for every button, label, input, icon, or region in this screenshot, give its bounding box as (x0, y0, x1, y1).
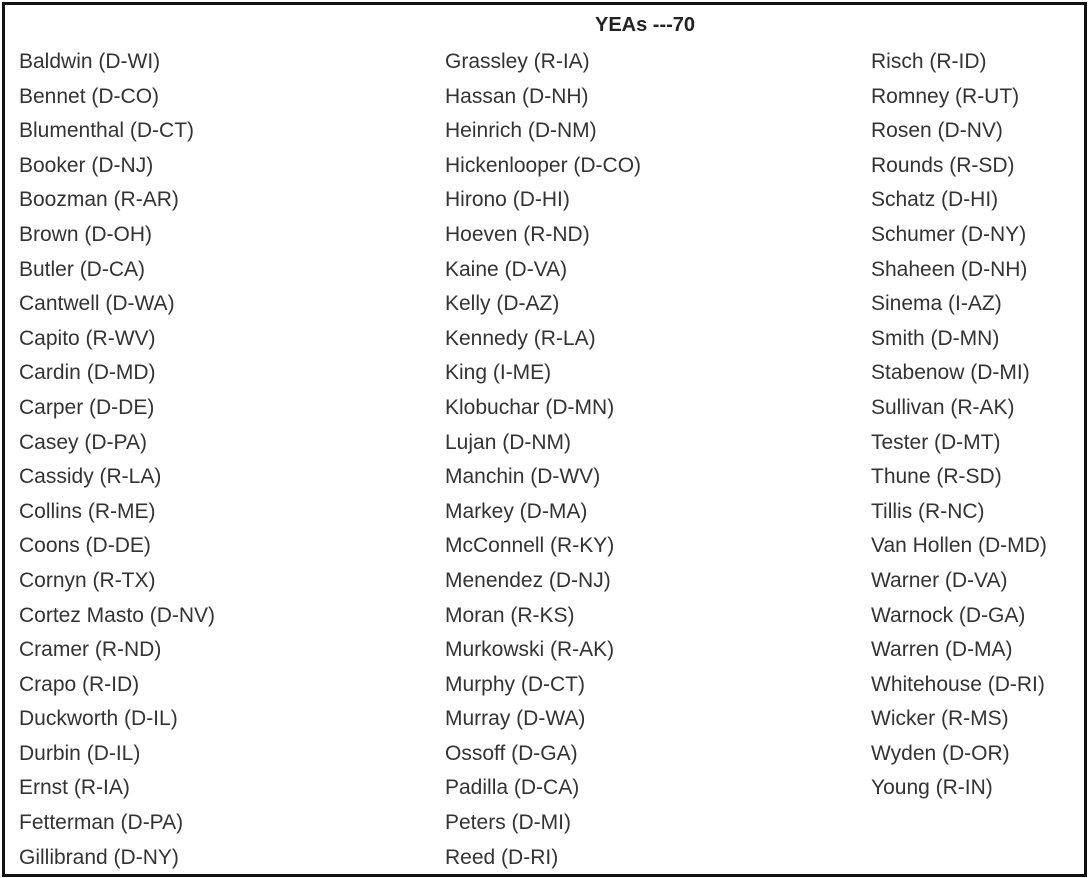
senator-name: Sinema (I-AZ) (871, 292, 1002, 316)
senator-name: Peters (D-MI) (445, 811, 571, 835)
senator-column-1 (19, 45, 215, 875)
senator-name: Bennet (D-CO) (19, 84, 160, 108)
senator-name: Duckworth (D-IL) (19, 707, 178, 731)
senator-name: Schumer (D-NY) (871, 222, 1027, 246)
senator-name: Hoeven (R-ND) (445, 222, 590, 246)
senator-name: King (I-ME) (445, 361, 552, 385)
senator-name: Cardin (D-MD) (19, 361, 156, 385)
senator-name: Cramer (R-ND) (19, 638, 162, 662)
senator-name: Kaine (D-VA) (445, 257, 568, 281)
senator-name: Capito (R-WV) (19, 326, 156, 350)
senator-name: Hassan (D-NH) (445, 84, 589, 108)
senator-name: Gillibrand (D-NY) (19, 845, 179, 869)
vote-title: YEAs ---70 (595, 14, 696, 36)
senator-name: Wyden (D-OR) (871, 741, 1010, 765)
senator-name: Klobuchar (D-MN) (445, 395, 615, 419)
senator-name: Murkowski (R-AK) (445, 638, 615, 662)
senator-name: Kelly (D-AZ) (445, 292, 560, 316)
senator-name: Menendez (D-NJ) (445, 568, 611, 592)
vote-list-frame (2, 2, 1087, 877)
senator-name: Baldwin (D-WI) (19, 50, 161, 73)
senator-name: Young (R-IN) (871, 776, 993, 800)
senator-name: Hickenlooper (D-CO) (445, 153, 642, 177)
senator-name: Murray (D-WA) (445, 707, 586, 731)
senator-name: Fetterman (D-PA) (19, 811, 184, 835)
senator-name: Kennedy (R-LA) (445, 326, 596, 350)
senator-name: Brown (D-OH) (19, 222, 153, 246)
senator-name: Boozman (R-AR) (19, 188, 179, 212)
senator-name: Carper (D-DE) (19, 395, 155, 419)
senator-name: Ernst (R-IA) (19, 776, 130, 800)
senator-name: Stabenow (D-MI) (871, 361, 1030, 385)
senator-column-3 (871, 45, 1047, 806)
senator-name: Casey (D-PA) (19, 430, 147, 454)
senator-name: Cornyn (R-TX) (19, 568, 156, 592)
senator-name: Reed (D-RI) (445, 845, 559, 869)
senator-name: Cortez Masto (D-NV) (19, 603, 216, 627)
senator-name: Warnock (D-GA) (871, 603, 1026, 627)
senator-column-2 (445, 45, 641, 875)
senator-name: Rosen (D-NV) (871, 119, 1003, 143)
senator-name: Crapo (R-ID) (19, 672, 140, 696)
senator-name: Tester (D-MT) (871, 430, 1001, 454)
title-bar (5, 14, 1084, 42)
senator-name: Cassidy (R-LA) (19, 465, 162, 489)
senator-name: Sullivan (R-AK) (871, 395, 1015, 419)
senator-name: Lujan (D-NM) (445, 430, 572, 454)
senator-name: Markey (D-MA) (445, 499, 588, 523)
senator-name: Manchin (D-WV) (445, 465, 601, 489)
senator-name: Whitehouse (D-RI) (871, 672, 1045, 696)
senator-name: Grassley (R-IA) (445, 50, 590, 73)
senator-name: Collins (R-ME) (19, 499, 156, 523)
senator-name: Heinrich (D-NM) (445, 119, 597, 143)
senator-name: Moran (R-KS) (445, 603, 575, 627)
senator-name: Van Hollen (D-MD) (871, 534, 1047, 558)
senator-name: Blumenthal (D-CT) (19, 119, 195, 143)
senator-name: Butler (D-CA) (19, 257, 146, 281)
senator-name: McConnell (R-KY) (445, 534, 615, 558)
senator-name: Schatz (D-HI) (871, 188, 999, 212)
senator-name: Risch (R-ID) (871, 50, 987, 73)
senator-name: Thune (R-SD) (871, 465, 1002, 489)
senator-name: Padilla (D-CA) (445, 776, 580, 800)
senator-name: Booker (D-NJ) (19, 153, 154, 177)
senator-name: Romney (R-UT) (871, 84, 1020, 108)
senator-name: Shaheen (D-NH) (871, 257, 1028, 281)
senator-name: Cantwell (D-WA) (19, 292, 175, 316)
senator-name: Durbin (D-IL) (19, 741, 141, 765)
senator-name: Tillis (R-NC) (871, 499, 985, 523)
senator-name: Rounds (R-SD) (871, 153, 1015, 177)
senator-name: Wicker (R-MS) (871, 707, 1009, 731)
senator-name: Murphy (D-CT) (445, 672, 585, 696)
senator-name: Coons (D-DE) (19, 534, 151, 558)
senator-name: Warren (D-MA) (871, 638, 1013, 662)
senator-name: Ossoff (D-GA) (445, 741, 578, 765)
senator-name: Warner (D-VA) (871, 568, 1008, 592)
senator-name: Smith (D-MN) (871, 326, 1000, 350)
senator-name: Hirono (D-HI) (445, 188, 570, 212)
